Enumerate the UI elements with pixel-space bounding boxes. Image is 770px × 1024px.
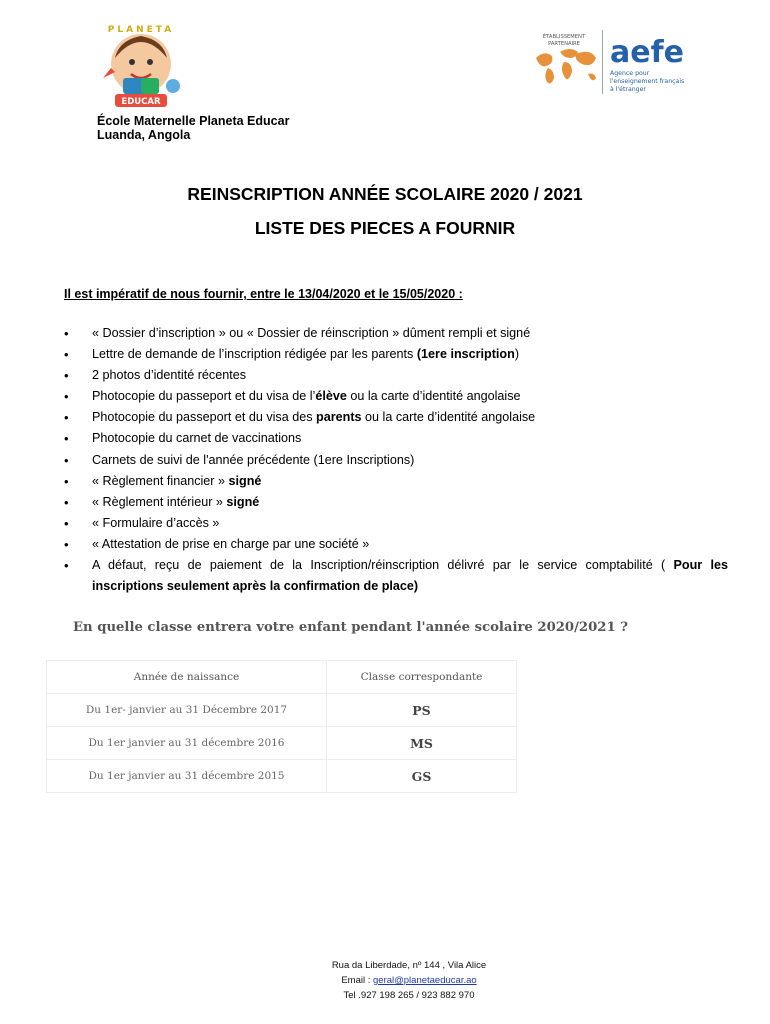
- list-item: • A défaut, reçu de paiement de la Inscription/réinscription délivré par le service comptabilité ( Pour les inscriptions seulement après la confirmation de place): [64, 555, 728, 597]
- list-item: • 2 photos d’identité récentes: [64, 365, 728, 386]
- school-city: Luanda, Angola: [97, 128, 191, 142]
- list-item: • « Attestation de prise en charge par une société »: [64, 534, 728, 555]
- svg-text:EDUCAR: EDUCAR: [121, 97, 161, 107]
- email-link[interactable]: geral@planetaeducar.ao: [373, 975, 477, 986]
- list-item: • « Dossier d’inscription » ou « Dossier de réinscription » dûment rempli et signé: [64, 323, 728, 344]
- table-row: [47, 694, 517, 727]
- svg-text:l'enseignement français: l'enseignement français: [610, 78, 685, 85]
- list-item: • Photocopie du passeport et du visa de l’élève ou la carte d’identité angolaise: [64, 386, 728, 407]
- svg-text:aefe: aefe: [610, 35, 684, 70]
- aefe-logo: [530, 24, 695, 100]
- list-item: • Photocopie du passeport et du visa des parents ou la carte d’identité angolaise: [64, 407, 728, 428]
- list-item: • « Règlement financier » signé: [64, 471, 728, 492]
- table-row: [47, 760, 517, 793]
- required-documents-list: [64, 323, 728, 597]
- list-item: • « Règlement intérieur » signé: [64, 492, 728, 513]
- footer: [0, 958, 770, 1003]
- header-class: Classe correspondante: [327, 661, 517, 694]
- svg-text:PARTENAIRE: PARTENAIRE: [548, 41, 580, 47]
- list-item: • Carnets de suivi de l'année précédente (1ere Inscriptions): [64, 450, 728, 471]
- class-cell: PS: [327, 694, 517, 727]
- header-birth-year: Année de naissance: [47, 661, 327, 694]
- birth-year-cell: Du 1er janvier au 31 décembre 2016: [47, 727, 327, 760]
- class-cell: MS: [327, 727, 517, 760]
- list-item: • « Formulaire d’accès »: [64, 513, 728, 534]
- table-row: [47, 727, 517, 760]
- school-header: [97, 114, 289, 142]
- footer-email-line: Email : geral@planetaeducar.ao: [341, 975, 477, 986]
- planeta-educar-logo: [93, 18, 189, 110]
- footer-address: Rua da Liberdade, nº 144 , Vila Alice: [331, 960, 487, 971]
- school-name: École Maternelle Planeta Educar: [97, 114, 290, 128]
- table-header-row: [47, 661, 517, 694]
- birth-year-cell: Du 1er janvier au 31 décembre 2015: [47, 760, 327, 793]
- page-title: REINSCRIPTION ANNÉE SCOLAIRE 2020 / 2021: [187, 184, 583, 204]
- class-question: En quelle classe entrera votre enfant pendant l'année scolaire 2020/2021 ?: [73, 620, 628, 635]
- class-cell: GS: [327, 760, 517, 793]
- svg-text:à l'étranger: à l'étranger: [610, 86, 646, 93]
- footer-phone: Tel .927 198 265 / 923 882 970: [343, 990, 475, 1001]
- svg-text:Agence pour: Agence pour: [610, 70, 650, 77]
- class-table: [46, 660, 517, 793]
- list-item: • Photocopie du carnet de vaccinations: [64, 428, 728, 449]
- list-item: • Lettre de demande de l’inscription rédigée par les parents (1ere inscription): [64, 344, 728, 365]
- svg-text:ÉTABLISSEMENT: ÉTABLISSEMENT: [542, 34, 586, 40]
- birth-year-cell: Du 1er- janvier au 31 Décembre 2017: [47, 694, 327, 727]
- page-subtitle: LISTE DES PIECES A FOURNIR: [254, 218, 516, 238]
- deadline-intro: Il est impératif de nous fournir, entre le 13/04/2020 et le 15/05/2020 :: [64, 287, 463, 301]
- svg-text:PLANETA: PLANETA: [107, 25, 175, 35]
